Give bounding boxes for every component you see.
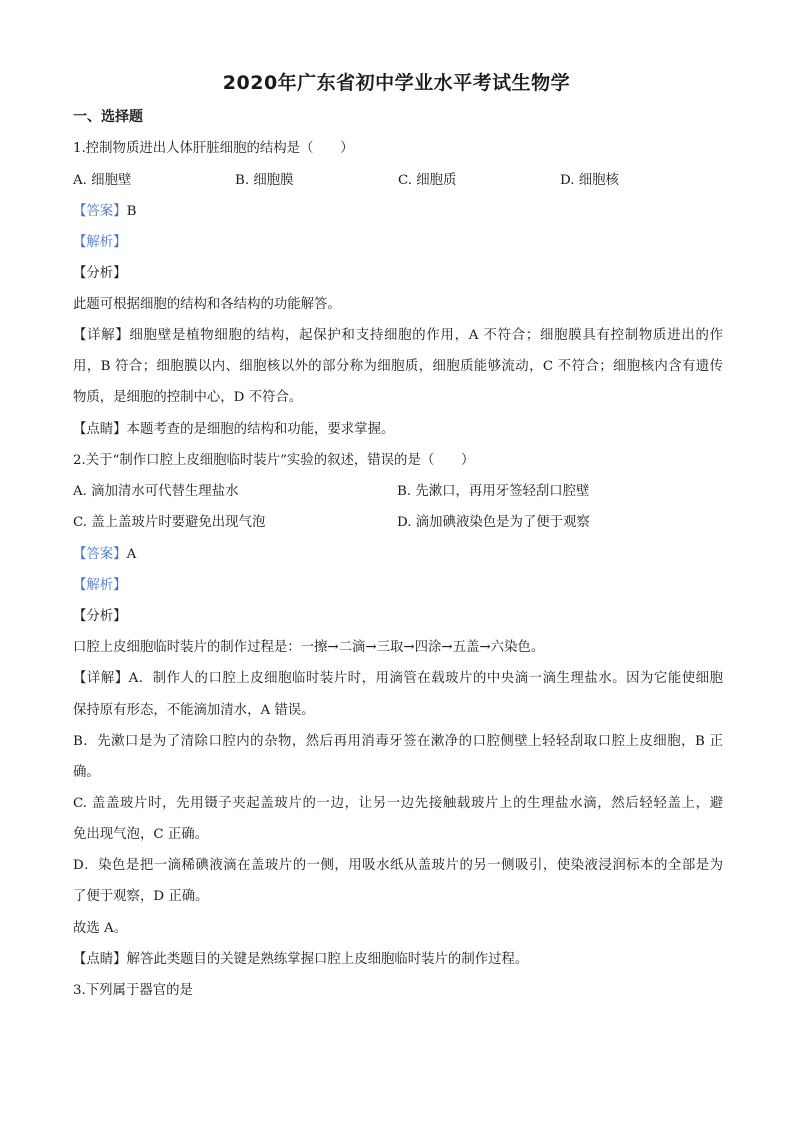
q2-detail-line: D．染色是把一滴稀碘液滴在盖玻片的一侧，用吸水纸从盖玻片的另一侧吸引，使染液浸润标本的全部是为 <box>73 858 723 873</box>
q1-detail-line: 物质，是细胞的控制中心，D 不符合。 <box>73 390 303 405</box>
q1-analysis-tag: 【解析】 <box>73 235 127 250</box>
q1-comment: 【点睛】本题考查的是细胞的结构和功能，要求掌握。 <box>73 422 395 437</box>
answer-value: B <box>126 204 137 219</box>
q1-fenxi-text: 此题可根据细胞的结构和各结构的功能解答。 <box>73 297 341 312</box>
q2-detail-line: C. 盖盖玻片时，先用镊子夹起盖玻片的一边，让另一边先接触载玻片上的生理盐水滴，然后轻轻盖上，避 <box>73 796 723 811</box>
q2-detail-line: 确。 <box>73 765 100 780</box>
q2-option-c: C. 盖上盖玻片时要避免出现气泡 <box>73 515 266 530</box>
q2-fenxi-tag: 【分析】 <box>73 609 127 624</box>
q2-option-b: B. 先漱口，再用牙签轻刮口腔壁 <box>397 484 590 499</box>
q2-detail-line: B．先漱口是为了清除口腔内的杂物，然后再用消毒牙签在漱净的口腔侧壁上轻轻刮取口腔上皮细胞，B 正 <box>73 734 723 749</box>
q1-fenxi-tag: 【分析】 <box>73 266 127 281</box>
q1-answer <box>73 203 723 221</box>
section-heading: 一、选择题 <box>73 109 143 125</box>
q1-detail-line: 用，B 符合；细胞膜以内、细胞核以外的部分称为细胞质，细胞质能够流动，C 不符合；细胞核内含有遗传 <box>73 359 723 374</box>
q2-comment: 【点睛】解答此类题目的关键是熟练掌握口腔上皮细胞临时装片的制作过程。 <box>73 952 529 967</box>
q1-option-a: A. 细胞壁 <box>73 173 132 188</box>
q1-option-b: B. 细胞膜 <box>235 173 294 188</box>
q2-detail-line: 免出现气泡，C 正确。 <box>73 827 209 842</box>
q2-option-a: A. 滴加清水可代替生理盐水 <box>73 484 239 499</box>
q2-stem: 2.关于“制作口腔上皮细胞临时装片”实验的叙述，错误的是（ ） <box>73 453 475 468</box>
q2-answer <box>73 546 723 564</box>
answer-value: A <box>126 547 137 562</box>
q2-detail-line: 故选 A。 <box>73 921 128 936</box>
answer-tag: 【答案】 <box>73 547 127 562</box>
q2-option-d: D. 滴加碘液染色是为了便于观察 <box>397 515 590 530</box>
q1-option-d: D. 细胞核 <box>560 173 619 188</box>
q2-detail-line: 保持原有形态，不能滴加清水，A 错误。 <box>73 703 315 718</box>
document-title: 2020年广东省初中学业水平考试生物学 <box>222 72 571 94</box>
q1-option-c: C. 细胞质 <box>398 173 457 188</box>
answer-tag: 【答案】 <box>73 204 127 219</box>
q2-detail-line: 【详解】A．制作人的口腔上皮细胞临时装片时，用滴管在载玻片的中央滴一滴生理盐水。因为它能使细胞 <box>73 671 723 686</box>
q2-fenxi-text: 口腔上皮细胞临时装片的制作过程是：一擦→二滴→三取→四涂→五盖→六染色。 <box>73 640 545 655</box>
q1-stem: 1.控制物质进出人体肝脏细胞的结构是（ ） <box>73 141 354 156</box>
q1-detail-line: 【详解】细胞壁是植物细胞的结构，起保护和支持细胞的作用，A 不符合；细胞膜具有控制物质进出的作 <box>73 328 723 343</box>
q2-detail-line: 了便于观察，D 正确。 <box>73 889 209 904</box>
q2-analysis-tag: 【解析】 <box>73 578 127 593</box>
q3-stem: 3.下列属于器官的是 <box>73 983 193 998</box>
